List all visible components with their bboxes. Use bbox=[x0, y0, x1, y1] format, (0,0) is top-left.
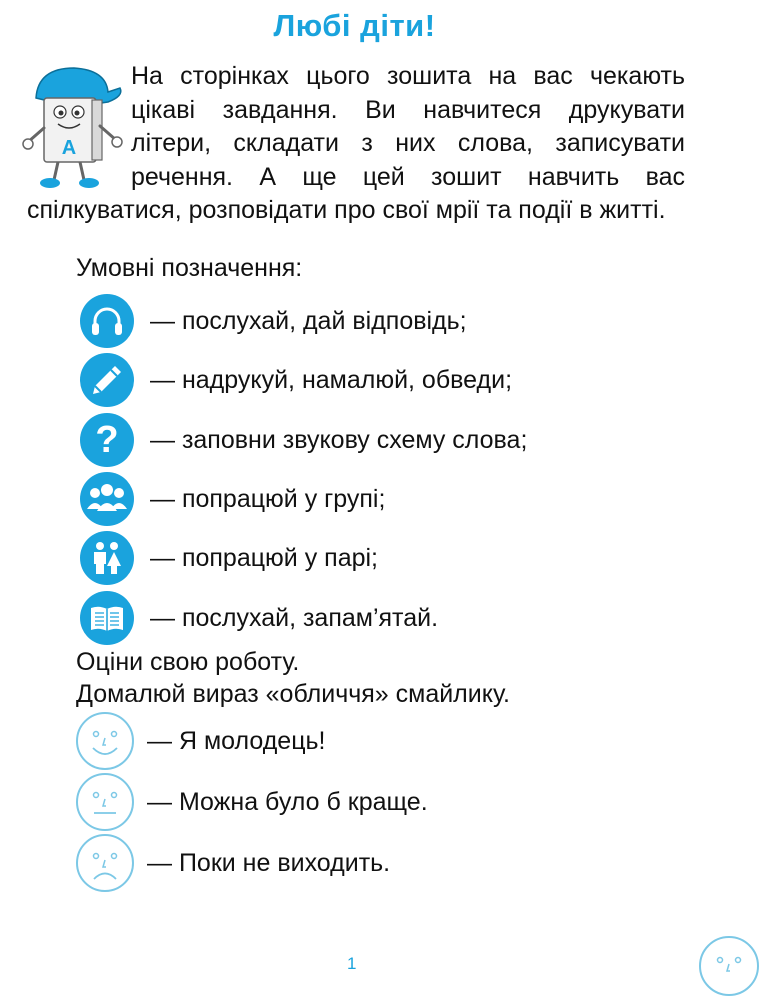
legend-text: — попрацюй у парі; bbox=[150, 543, 379, 572]
legend-item-sound-scheme bbox=[80, 413, 527, 467]
legend-item-pair-work bbox=[80, 531, 378, 585]
evaluation-item-sad bbox=[75, 833, 390, 893]
evaluation-text: — Я молодець! bbox=[147, 726, 326, 755]
smiley-sad-icon bbox=[75, 833, 135, 893]
legend-item-listen bbox=[80, 294, 467, 348]
group-icon bbox=[80, 472, 134, 526]
legend-item-print bbox=[80, 353, 512, 407]
evaluation-item-happy bbox=[75, 711, 326, 771]
pencil-icon bbox=[80, 353, 134, 407]
legend-item-listen-remember bbox=[80, 591, 438, 645]
open-book-icon bbox=[80, 591, 134, 645]
legend-text: — послухай, дай відповідь; bbox=[150, 306, 467, 335]
draw-face-instruction: Домалюй вираз «обличчя» смайлику. bbox=[76, 680, 510, 708]
legend-text: — послухай, запам’ятай. bbox=[150, 603, 439, 632]
headphones-icon bbox=[80, 294, 134, 348]
smiley-happy-icon bbox=[75, 711, 135, 771]
pair-icon bbox=[80, 531, 134, 585]
intro-paragraph: На сторінках цього зошита на вас чекають цікаві завдання. Ви навчитеся друкувати літери, складати з них слова, записувати речення. А ще цей зошит навчить вас спілкуватися, розповідати про свої мрії та події в житті. bbox=[27, 62, 685, 224]
smiley-neutral-icon bbox=[75, 772, 135, 832]
evaluate-instruction: Оціни свою роботу. bbox=[76, 648, 300, 676]
legend-text: — заповни звукову схему слова; bbox=[150, 425, 528, 454]
evaluation-item-neutral bbox=[75, 772, 428, 832]
legend-text: — попрацюй у групі; bbox=[150, 484, 386, 513]
evaluation-text: — Поки не виходить. bbox=[147, 848, 391, 877]
mascot-letter: A bbox=[61, 137, 77, 159]
question-mark-icon: ? bbox=[80, 413, 134, 467]
legend-item-group-work bbox=[80, 472, 385, 526]
corner-smiley-icon bbox=[698, 935, 760, 997]
evaluation-text: — Можна було б краще. bbox=[147, 787, 428, 816]
page-title: Любі діти! bbox=[273, 8, 436, 43]
legend-text: — надрукуй, намалюй, обведи; bbox=[150, 365, 513, 394]
page-number: 1 bbox=[347, 954, 357, 973]
legend-heading: Умовні позначення: bbox=[76, 254, 303, 282]
